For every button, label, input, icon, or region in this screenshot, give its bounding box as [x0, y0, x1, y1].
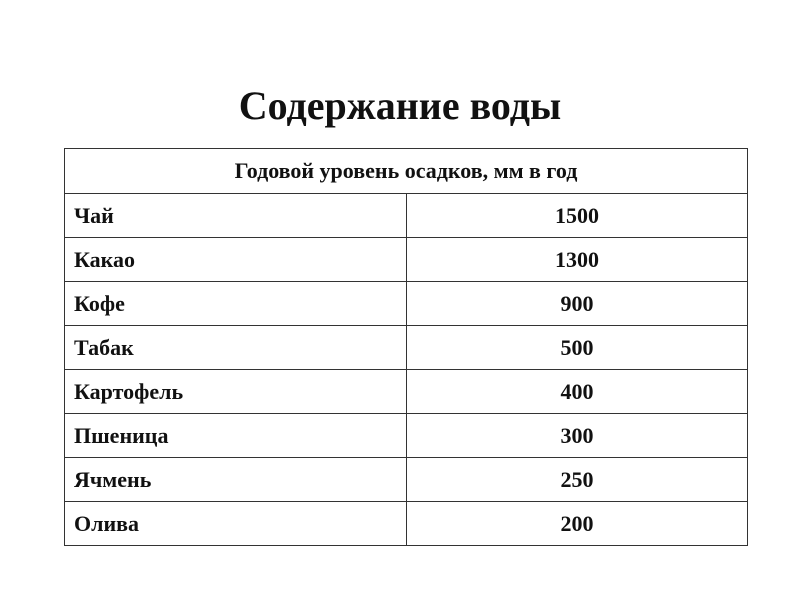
- table-row: [65, 502, 748, 546]
- table-row: [65, 282, 748, 326]
- precipitation-value: 500: [407, 326, 748, 370]
- precipitation-value: 1300: [407, 238, 748, 282]
- precipitation-value: 250: [407, 458, 748, 502]
- precipitation-value: 400: [407, 370, 748, 414]
- crop-name: Олива: [65, 502, 407, 546]
- crop-name: Кофе: [65, 282, 407, 326]
- precipitation-value: 900: [407, 282, 748, 326]
- crop-name: Какао: [65, 238, 407, 282]
- crop-name: Ячмень: [65, 458, 407, 502]
- table-row: [65, 458, 748, 502]
- table-row: [65, 194, 748, 238]
- crop-name: Пшеница: [65, 414, 407, 458]
- precipitation-value: 1500: [407, 194, 748, 238]
- table-row: [65, 238, 748, 282]
- crop-name: Картофель: [65, 370, 407, 414]
- table-row: [65, 414, 748, 458]
- table-row: [65, 326, 748, 370]
- table-header: Годовой уровень осадков, мм в год: [65, 149, 748, 194]
- page-title: Содержание воды: [238, 83, 562, 128]
- table-row: [65, 370, 748, 414]
- precipitation-value: 300: [407, 414, 748, 458]
- crop-name: Табак: [65, 326, 407, 370]
- table-header-row: [65, 149, 748, 194]
- crop-name: Чай: [65, 194, 407, 238]
- precipitation-table: [64, 148, 748, 546]
- precipitation-value: 200: [407, 502, 748, 546]
